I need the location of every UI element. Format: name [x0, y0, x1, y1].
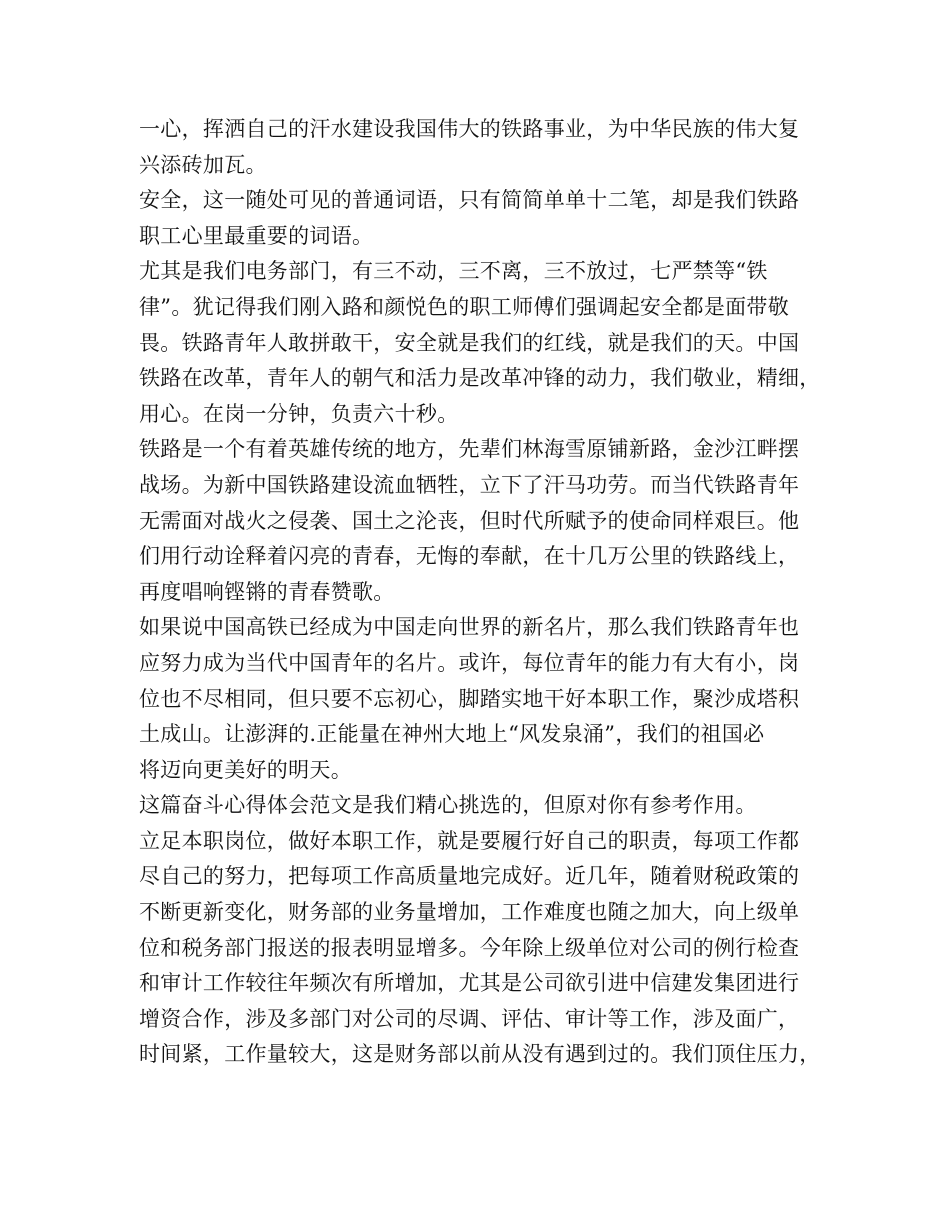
- text-line: 铁路是一个有着英雄传统的地方，先辈们林海雪原铺新路，金沙江畔摆: [139, 437, 800, 462]
- text-line: 应努力成为当代中国青年的名片。或许，每位青年的能力有大有小，岗: [139, 650, 800, 675]
- text-line: 位也不尽相同，但只要不忘初心，脚踏实地干好本职工作，聚沙成塔积: [139, 686, 800, 711]
- text-line: 职工心里最重要的词语。: [139, 223, 374, 248]
- text-line: 战场。为新中国铁路建设流血牺牲，立下了汗马功劳。而当代铁路青年: [139, 472, 800, 497]
- document-body: [139, 112, 829, 1073]
- text-line: 尽自己的努力，把每项工作高质量地完成好。近几年，随着财税政策的: [139, 864, 800, 889]
- text-line: 们用行动诠释着闪亮的青春，无悔的奉献，在十几万公里的铁路线上，: [139, 544, 800, 569]
- text-line: 铁路在改革，青年人的朝气和活力是改革冲锋的动力，我们敬业，精细，: [139, 366, 821, 391]
- text-line: 位和税务部门报送的报表明显增多。今年除上级单位对公司的例行检查: [139, 935, 800, 960]
- text-line: 立足本职岗位，做好本职工作，就是要履行好自己的职责，每项工作都: [139, 828, 800, 853]
- text-line: 时间紧，工作量较大，这是财务部以前从没有遇到过的。我们顶住压力，: [139, 1042, 821, 1067]
- text-line: 无需面对战火之侵袭、国土之沦丧，但时代所赋予的使命同样艰巨。他: [139, 508, 800, 533]
- text-line: 不断更新变化，财务部的业务量增加，工作难度也随之加大，向上级单: [139, 900, 800, 925]
- text-line: 畏。铁路青年人敢拼敢干，安全就是我们的红线，就是我们的天。中国: [139, 330, 800, 355]
- text-line: 安全，这一随处可见的普通词语，只有简简单单十二笔，却是我们铁路: [139, 188, 800, 213]
- text-line: 律”。犹记得我们刚入路和颜悦色的职工师傅们强调起安全都是面带敬: [139, 294, 790, 319]
- text-line: 用心。在岗一分钟，负责六十秒。: [139, 401, 459, 426]
- text-line: 兴添砖加瓦。: [139, 152, 267, 177]
- text-line: 增资合作，涉及多部门对公司的尽调、评估、审计等工作，涉及面广，: [139, 1006, 800, 1031]
- text-line: 这篇奋斗心得体会范文是我们精心挑选的，但原对你有参考作用。: [139, 793, 757, 818]
- text-line: 土成山。让澎湃的.正能量在神州大地上“风发泉涌”，我们的祖国必: [139, 722, 765, 747]
- text-line: 尤其是我们电务部门，有三不动，三不离，三不放过，七严禁等“铁: [139, 259, 768, 284]
- text-line: 如果说中国高铁已经成为中国走向世界的新名片，那么我们铁路青年也: [139, 615, 800, 640]
- text-line: 再度唱响铿锵的青春赞歌。: [139, 579, 395, 604]
- text-line: 一心，挥洒自己的汗水建设我国伟大的铁路事业，为中华民族的伟大复: [139, 117, 800, 141]
- text-line: 将迈向更美好的明天。: [139, 757, 352, 782]
- text-line: 和审计工作较往年频次有所增加，尤其是公司欲引进中信建发集团进行: [139, 971, 800, 996]
